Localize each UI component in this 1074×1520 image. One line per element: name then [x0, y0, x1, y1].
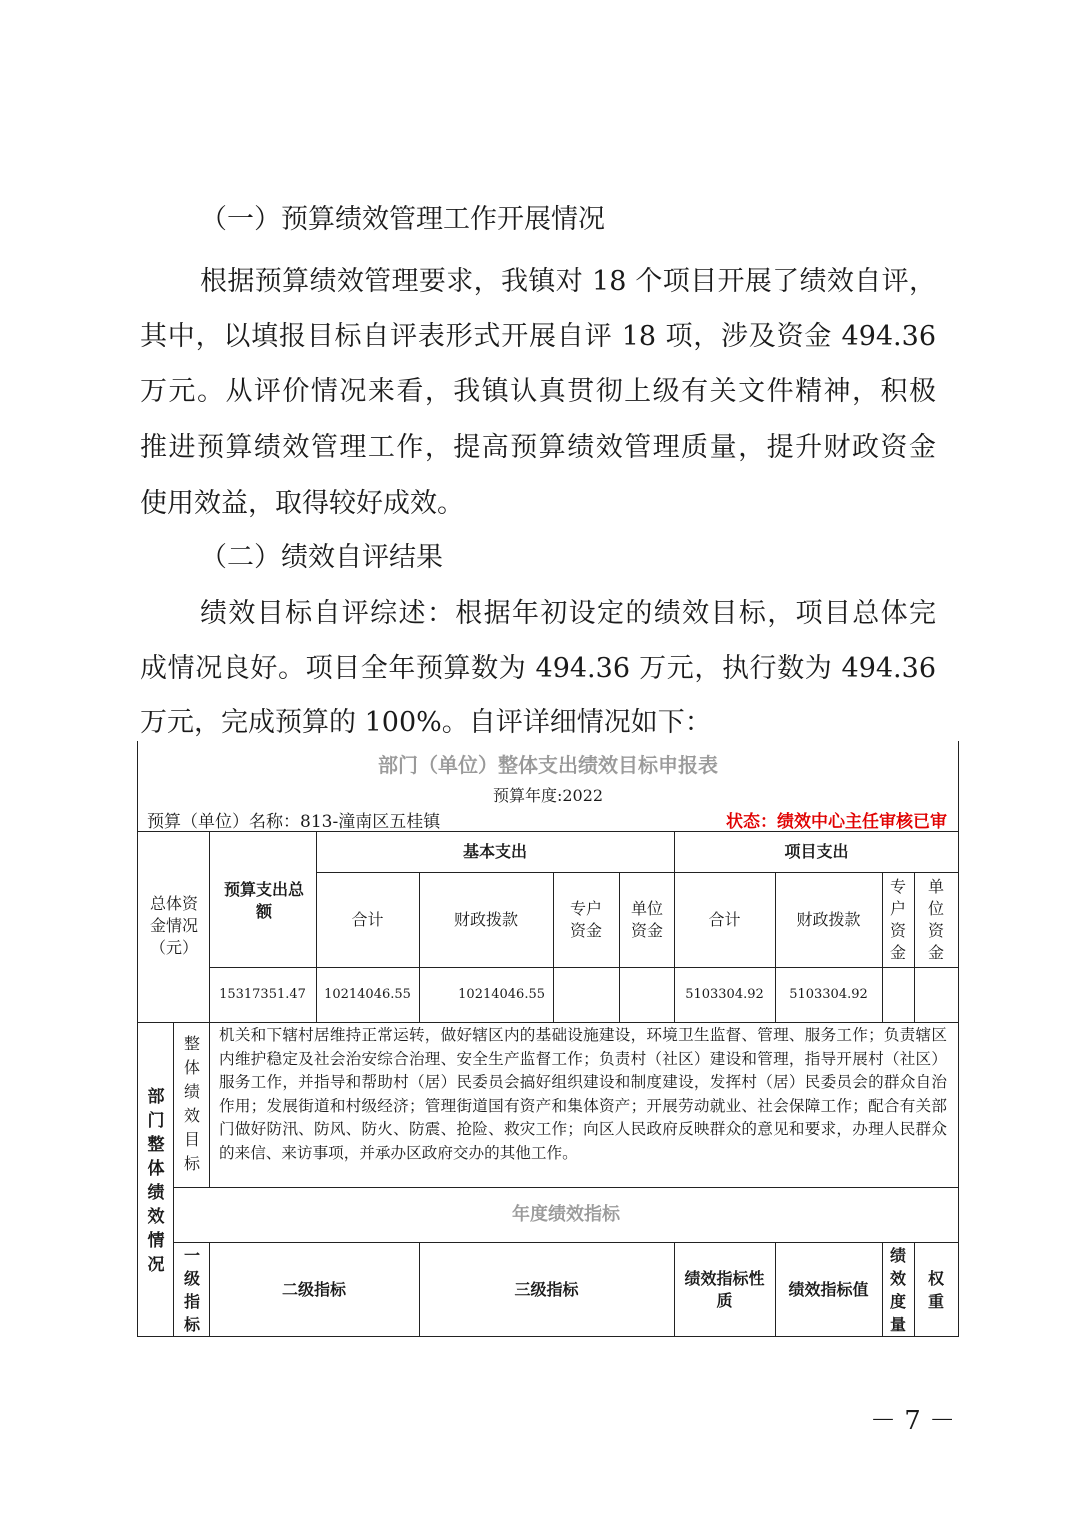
basic-total-value: 10214046.55	[324, 986, 411, 1002]
budget-year: 预算年度:2022	[492, 786, 604, 805]
project-fiscal-value: 5103304.92	[789, 986, 868, 1002]
project-fiscal-header: 财政拨款	[796, 909, 861, 929]
project-unit-value	[914, 967, 958, 1022]
unit-name: 预算（单位）名称：813-潼南区五桂镇	[147, 812, 441, 832]
basic-unit-header: 单位资金	[630, 898, 663, 940]
performance-goal-table	[137, 741, 959, 1337]
annual-indicators-header: 年度绩效指标	[512, 1203, 620, 1225]
paragraph-1-line-1: 根据预算绩效管理要求，我镇对 18 个项目开展了绩效自评，	[200, 266, 936, 297]
project-special-value	[882, 967, 914, 1022]
indicator-value-header: 绩效指标值	[788, 1279, 869, 1299]
project-expense-header: 项目支出	[784, 841, 849, 861]
indicator-nature-header: 绩效指标性质	[684, 1268, 765, 1310]
dept-performance-label: 部门整体绩效情况	[147, 1087, 165, 1275]
level3-indicator-header: 三级指标	[514, 1279, 579, 1299]
paragraph-2-line-2: 成情况良好。项目全年预算数为 494.36 万元，执行数为 494.36	[140, 653, 936, 684]
paragraph-2-line-3: 万元，完成预算的 100%。自评详细情况如下：	[140, 707, 712, 738]
paragraph-2-line-1: 绩效目标自评综述：根据年初设定的绩效目标，项目总体完	[200, 598, 936, 629]
section-heading-2: （二）绩效自评结果	[200, 542, 443, 573]
paragraph-1-line-5: 使用效益，取得较好成效。	[140, 488, 464, 519]
page-number: － 7 －	[870, 1406, 956, 1436]
project-total-header: 合计	[708, 909, 741, 929]
section-heading-1: （一）预算绩效管理工作开展情况	[200, 204, 605, 235]
basic-special-header: 专户资金	[569, 898, 602, 940]
paragraph-1-line-3: 万元。从评价情况来看，我镇认真贯彻上级有关文件精神，积极	[140, 376, 936, 407]
project-total-value: 5103304.92	[685, 986, 764, 1002]
paragraph-1-line-2: 其中，以填报目标自评表形式开展自评 18 项，涉及资金 494.36	[140, 321, 936, 352]
project-special-header: 专户资金	[889, 876, 906, 962]
table-title: 部门（单位）整体支出绩效目标申报表	[378, 753, 718, 777]
funds-label: 总体资金情况（元）	[150, 894, 199, 957]
budget-total-label: 预算支出总额	[223, 880, 304, 921]
paragraph-1-line-4: 推进预算绩效管理工作，提高预算绩效管理质量，提升财政资金	[140, 432, 936, 463]
overall-goal-label: 整体绩效目标	[183, 1034, 200, 1173]
basic-unit-value	[619, 967, 674, 1022]
overall-goal-text: 机关和下辖村居维持正常运转，做好辖区内的基础设施建设，环境卫生监督、管理、服务工作；负责辖区内维护稳定及社会治安综合治理、安全生产监督工作；负责村（社区）建设和管理，指导开展村（社区）服务工作，并指导和帮助村（居）民委员会搞好组织建设和制度建设，发挥村（居）民委员会的群众自治作用；发展街道和村级经济；管理街道国有资产和集体资产；开展劳动就业、社会保障工作；配合有关部门做好防汛、防风、防火、防震、抢险、救灾工作；向区人民政府反映群众的意见和要求，办理人民群众的来信、来访事项，并承办区政府交办的其他工作。	[219, 1026, 947, 1162]
basic-special-value	[553, 967, 619, 1022]
status-badge: 状态：绩效中心主任审核已审	[726, 812, 947, 832]
level1-indicator-header: 一级指标	[183, 1246, 200, 1334]
basic-expense-header: 基本支出	[462, 841, 527, 861]
indicator-weight-header: 权重	[927, 1268, 944, 1311]
project-unit-header: 单位资金	[927, 876, 944, 962]
budget-total-value: 15317351.47	[219, 986, 306, 1002]
basic-total-header: 合计	[351, 909, 384, 929]
indicator-measure-header: 绩效度量	[889, 1245, 906, 1334]
basic-fiscal-header: 财政拨款	[453, 909, 518, 929]
level2-indicator-header: 二级指标	[281, 1279, 346, 1299]
basic-fiscal-value: 10214046.55	[458, 986, 545, 1002]
